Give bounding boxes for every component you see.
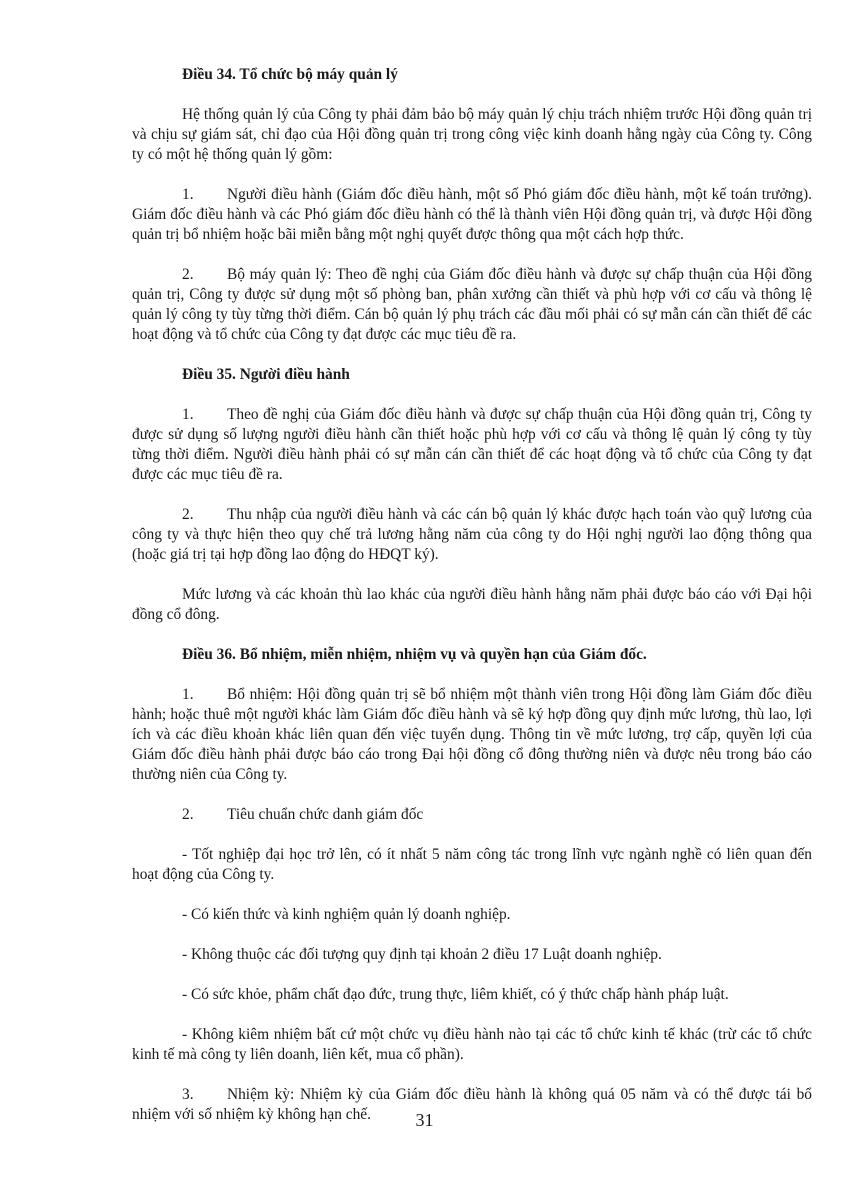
- item-number: 2.: [182, 506, 194, 523]
- item-text: Tiêu chuẩn chức danh giám đốc: [227, 806, 424, 823]
- article-35-closing: Mức lương và các khoản thù lao khác của người điều hành hằng năm phải được báo cáo với Đại hội đồng cổ đông.: [132, 586, 812, 623]
- article-34-item-1: [132, 185, 812, 245]
- article-36-item-1: [132, 685, 812, 785]
- criteria-item: - Không kiêm nhiệm bất cứ một chức vụ điều hành nào tại các tổ chức kinh tế khác (trừ các tổ chức kinh tế mà công ty liên doanh, liên kết, mua cổ phần).: [132, 1026, 812, 1063]
- item-number: 1.: [182, 186, 194, 203]
- item-text: Bộ máy quản lý: Theo đề nghị của Giám đốc điều hành và được sự chấp thuận của Hội đồng quản trị, Công ty được sử dụng một số phòng ban, phân xưởng cần thiết và phù hợp với cơ cấu và thông lệ quản lý công ty tùy từng thời điểm. Cán bộ quản lý phụ trách các đầu mối phải có sự mẫn cán cần thiết để các hoạt động và tổ chức của Công ty đạt được các mục tiêu đề ra.: [132, 266, 812, 343]
- item-number: 2.: [182, 266, 194, 283]
- item-number: 2.: [182, 806, 194, 823]
- article-35-heading: Điều 35. Người điều hành: [182, 366, 350, 383]
- article-36-item-2: [132, 805, 812, 825]
- article-36-heading: Điều 36. Bổ nhiệm, miễn nhiệm, nhiệm vụ và quyền hạn của Giám đốc.: [182, 646, 647, 663]
- page-number: 31: [415, 1110, 434, 1130]
- criteria-item: - Có kiến thức và kinh nghiệm quản lý doanh nghiệp.: [182, 906, 511, 923]
- criteria-item: - Tốt nghiệp đại học trở lên, có ít nhất 5 năm công tác trong lĩnh vực ngành nghề có liên quan đến hoạt động của Công ty.: [132, 846, 812, 883]
- item-text: Bổ nhiệm: Hội đồng quản trị sẽ bổ nhiệm một thành viên trong Hội đồng làm Giám đốc điều hành; hoặc thuê một người khác làm Giám đốc điều hành và sẽ ký hợp đồng quy định mức lương, thù lao, lợi ích và các điều khoản khác liên quan đến việc tuyển dụng. Thông tin về mức lương, trợ cấp, quyền lợi của Giám đốc điều hành phải được báo cáo trong Đại hội đồng cổ đông thường niên và được nêu trong báo cáo thường niên của Công ty.: [132, 686, 812, 783]
- item-text: Thu nhập của người điều hành và các cán bộ quản lý khác được hạch toán vào quỹ lương của công ty và thực hiện theo quy chế trả lương hằng năm của công ty do Hội nghị người lao động thông qua (hoặc giá trị tại hợp đồng lao động do HĐQT ký).: [132, 506, 812, 563]
- item-number: 1.: [182, 406, 194, 423]
- item-number: 1.: [182, 686, 194, 703]
- criteria-item: - Có sức khỏe, phẩm chất đạo đức, trung thực, liêm khiết, có ý thức chấp hành pháp luật.: [182, 986, 729, 1003]
- article-35-item-1: [132, 405, 812, 485]
- article-34-item-2: [132, 265, 812, 345]
- item-number: 3.: [182, 1086, 194, 1103]
- article-34-intro: Hệ thống quản lý của Công ty phải đảm bảo bộ máy quản lý chịu trách nhiệm trước Hội đồng quản trị và chịu sự giám sát, chỉ đạo của Hội đồng quản trị trong công việc kinh doanh hằng ngày của Công ty. Công ty có một hệ thống quản lý gồm:: [132, 106, 812, 163]
- item-text: Theo đề nghị của Giám đốc điều hành và được sự chấp thuận của Hội đồng quản trị, Công ty được sử dụng số lượng người điều hành cần thiết hoặc phù hợp với cơ cấu và thông lệ quản lý công ty tùy từng thời điểm. Người điều hành phải có sự mẫn cán cần thiết để các hoạt động và tổ chức của Công ty đạt được các mục tiêu đề ra.: [132, 406, 812, 483]
- criteria-item: - Không thuộc các đối tượng quy định tại khoản 2 điều 17 Luật doanh nghiệp.: [182, 946, 662, 963]
- article-35-item-2: [132, 505, 812, 565]
- document-body: [132, 65, 812, 1145]
- item-text: Nhiệm kỳ: Nhiệm kỳ của Giám đốc điều hành là không quá 05 năm và có thể được tái bổ nhiệm với số nhiệm kỳ không hạn chế.: [132, 1086, 812, 1123]
- item-text: Người điều hành (Giám đốc điều hành, một số Phó giám đốc điều hành, một kế toán trưởng). Giám đốc điều hành và các Phó giám đốc điều hành có thể là thành viên Hội đồng quản trị, và được Hội đồng quản trị bổ nhiệm hoặc bãi miễn bằng một nghị quyết được thông qua một cách hợp thức.: [132, 186, 812, 243]
- article-34-heading: Điều 34. Tổ chức bộ máy quản lý: [182, 66, 398, 83]
